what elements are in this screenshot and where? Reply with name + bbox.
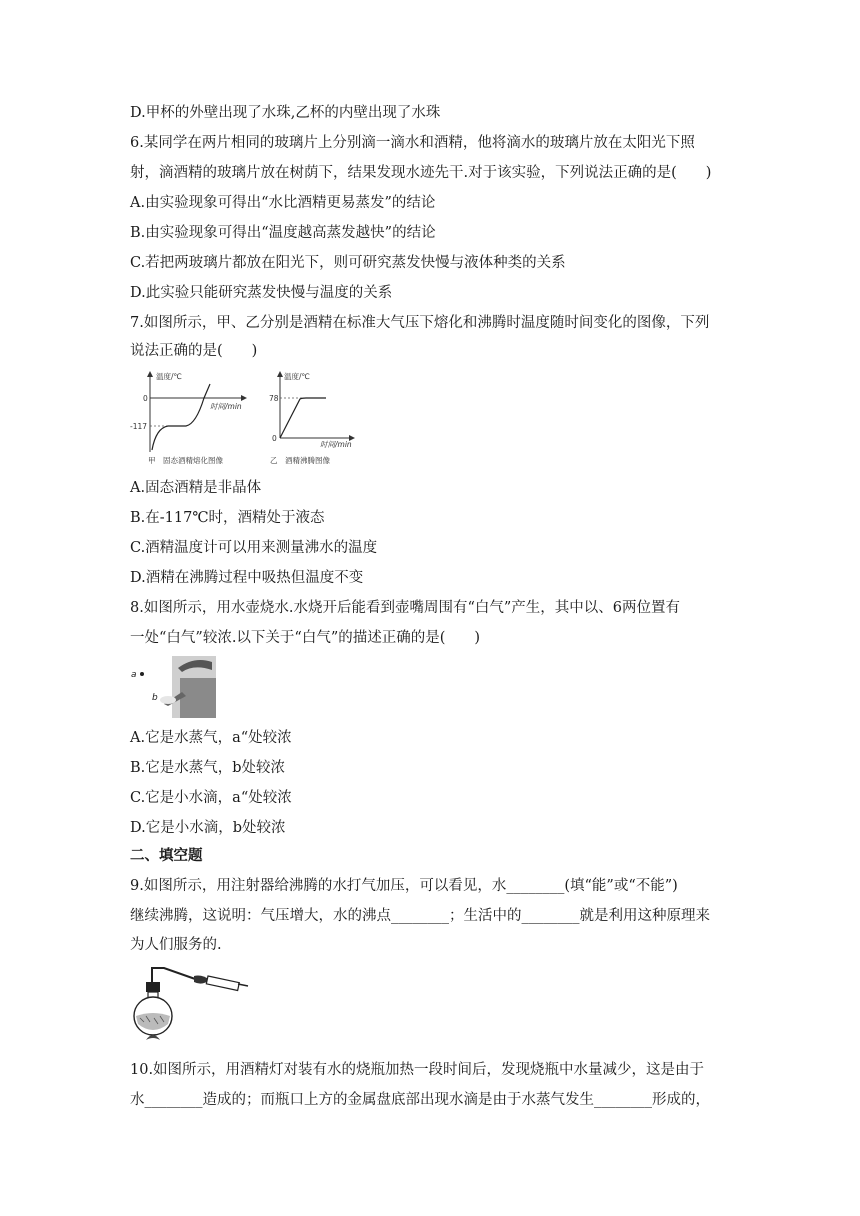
graph-b-caption: 乙 酒精沸腾图像 (270, 456, 330, 465)
q7-stem-line2: 说法正确的是( ) (130, 343, 258, 359)
graph-a-caption: 甲 固态酒精熔化图像 (148, 456, 223, 465)
delivery-tube (152, 968, 198, 984)
q7-option-b: B.在-117℃时，酒精处于液态 (130, 510, 325, 526)
q7-graph-melting (128, 368, 253, 466)
boiling-curve (280, 398, 326, 438)
q9-flask-syringe-figure (128, 960, 252, 1042)
steam-cloud (160, 696, 176, 704)
q8-stem-line2: 一处“白气”较浓.以下关于“白气”的描述正确的是( ) (130, 630, 481, 646)
syringe (206, 976, 239, 990)
q7-option-d: D.酒精在沸腾过程中吸热但温度不变 (130, 570, 364, 586)
flame (146, 1035, 160, 1040)
point-a-dot (140, 672, 144, 676)
graph-b-tick-high: 78 (269, 394, 279, 403)
q8-option-a: A.它是水蒸气，a“处较浓 (130, 730, 292, 746)
q7-stem-line1: 7.如图所示，甲、乙分别是酒精在标准大气压下熔化和沸腾时温度随时间变化的图像，下列 (130, 315, 710, 331)
q8-stem-line1: 8.如图所示，用水壶烧水.水烧开后能看到壶嘴周围有“白气”产生，其中以、6两位置有 (130, 600, 680, 616)
kettle-body (180, 678, 216, 718)
q10-line1: 10.如图所示，用酒精灯对装有水的烧瓶加热一段时间后，发现烧瓶中水量减少，这是由于 (130, 1062, 705, 1078)
q6-option-a: A.由实验现象可得出“水比酒精更易蒸发”的结论 (130, 195, 436, 211)
q7-option-c: C.酒精温度计可以用来测量沸水的温度 (130, 540, 378, 556)
graph-a-tick-low: -117 (130, 422, 148, 431)
q7-option-a: A.固态酒精是非晶体 (130, 480, 262, 496)
flask-stopper (146, 982, 160, 992)
q8-option-d: D.它是小水滴，b处较浓 (130, 820, 286, 836)
melting-curve (152, 384, 210, 450)
q7-graph-boiling (268, 368, 358, 466)
graph-b-tick-zero: 0 (272, 434, 277, 443)
graph-a-tick-zero: 0 (143, 394, 148, 403)
q5-option-d: D.甲杯的外壁出现了水珠,乙杯的内壁出现了水珠 (130, 105, 441, 121)
q10-line2: 水________造成的；而瓶口上方的金属盘底部出现水滴是由于水蒸气发生________形成的， (130, 1092, 710, 1108)
q6-stem-line2: 射，滴酒精的玻璃片放在树荫下，结果发现水迹先干.对于该实验，下列说法正确的是( ) (130, 165, 712, 181)
section-title-fill-in: 二、填空题 (130, 848, 203, 864)
q6-option-b: B.由实验现象可得出“温度越高蒸发越快”的结论 (130, 225, 436, 241)
q9-line1: 9.如图所示，用注射器给沸腾的水打气加压，可以看见，水________(填“能”或“不能”) (130, 878, 678, 894)
graph-b-xlabel: 时间/min (320, 440, 352, 449)
point-a-label: a (131, 670, 137, 680)
q6-option-d: D.此实验只能研究蒸发快慢与温度的关系 (130, 285, 393, 301)
graph-b-ylabel: 温度/℃ (284, 372, 310, 381)
q6-option-c: C.若把两玻璃片都放在阳光下，则可研究蒸发快慢与液体种类的关系 (130, 255, 566, 271)
graph-a-ylabel: 温度/℃ (156, 372, 182, 381)
graph-a-xlabel: 时间/min (210, 402, 242, 411)
q8-option-b: B.它是水蒸气，b处较浓 (130, 760, 286, 776)
q9-line2: 继续沸腾，这说明：气压增大，水的沸点________；生活中的________就是利用这种原理来 (130, 908, 710, 924)
q8-option-c: C.它是小水滴，a“处较浓 (130, 790, 292, 806)
point-b-label: b (152, 693, 158, 703)
q9-line3: 为人们服务的. (130, 937, 222, 953)
syringe-plunger (238, 984, 248, 986)
q8-kettle-figure (128, 656, 216, 718)
q6-stem-line1: 6.某同学在两片相同的玻璃片上分别滴一滴水和酒精，他将滴水的玻璃片放在太阳光下照 (130, 135, 695, 151)
